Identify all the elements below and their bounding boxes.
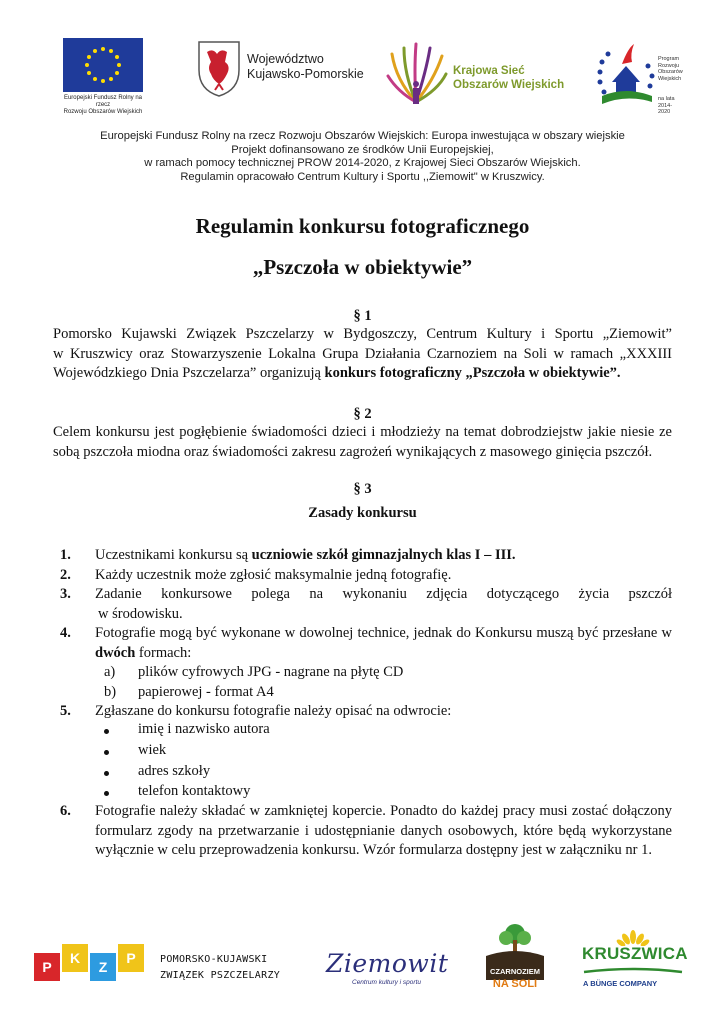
- ksow-plant-icon: [386, 40, 448, 110]
- pkzp-hex: P: [118, 944, 144, 972]
- rule-3-text-cont: w środowisku.: [98, 605, 183, 622]
- pkzp-line2: ZWIĄZEK PSZCZELARZY: [160, 970, 281, 981]
- eu-flag-icon: [63, 38, 143, 92]
- section-3-heading: § 3: [353, 481, 372, 497]
- funding-line2: Projekt dofinansowano ze środków Unii Europejskiej,: [231, 143, 494, 156]
- bullet-text: adres szkoły: [138, 763, 211, 779]
- ksow-line2: Obszarów Wiejskich: [453, 79, 565, 91]
- prow-stars-house-icon: [592, 42, 658, 108]
- rule-4-bold: dwóch: [95, 644, 136, 661]
- prow-line5: na lata 2014-2020: [658, 96, 675, 115]
- rule-5-text: Zgłaszane do konkursu fotografie należy opisać na odwrocie:: [95, 703, 452, 719]
- subitem-text: plików cyfrowych JPG - nagrane na płytę CD: [138, 664, 404, 680]
- subitem-a: [104, 663, 404, 683]
- czarnoziem-line2: NA SOLI: [492, 978, 538, 990]
- eu-logo: [58, 38, 148, 116]
- rule-3-text: Zadanie konkursowe polega na wykonaniu zdjęcia dotyczącego życia pszczół: [95, 586, 672, 602]
- kruszwica-name: KRUSZWICA: [582, 944, 688, 963]
- subitem-b: [104, 683, 274, 703]
- pkzp-hex: P: [34, 953, 60, 981]
- subitem-mark: a): [104, 664, 116, 680]
- prow-line1: Program: [658, 56, 680, 62]
- s1-line1: Pomorsko Kujawski Związek Pszczelarzy w Bydgoszczy, Centrum Kultury i Sportu „Ziemowit”: [53, 326, 672, 342]
- s2-line2: sobą pszczoła miodna oraz świadomości zakresu zagrożeń wynikających z masowego ginięcia pszczół.: [53, 443, 653, 460]
- rule-number: 4.: [60, 625, 71, 641]
- pkzp-hex: Z: [90, 953, 116, 981]
- section-3-subheading: Zasady konkursu: [308, 505, 417, 521]
- s1-line2: w Kruszwicy oraz Stowarzyszenie Lokalna Grupa Działania Czarnoziem na Soli w ramach „XXXIII: [53, 345, 672, 362]
- subitem-mark: b): [104, 684, 117, 700]
- voivodeship-crest-icon: [197, 40, 241, 98]
- czarnoziem-line1: CZARNOZIEM: [490, 967, 540, 976]
- bullet-text: wiek: [138, 742, 167, 758]
- section-1-paragraph: [53, 325, 672, 384]
- eu-caption-line2: Rozwoju Obszarów Wiejskich: [63, 109, 143, 115]
- prow-line3: Obszarów: [658, 69, 683, 75]
- pkzp-logo: [34, 940, 294, 995]
- rule-6-text-cont: formularz zgody na przetwarzanie i udostępnianie danych osobowych, które będą wykorzystane: [95, 822, 672, 839]
- prow-logo: [592, 42, 683, 115]
- funding-line4: Regulamin opracowało Centrum Kultury i Sportu ,,Ziemowit" w Kruszwicy.: [180, 170, 545, 183]
- rule-number: 6.: [60, 803, 71, 819]
- rule-6-text-end: wyłącznie w celu przeprowadzenia konkursu. Wzór formularza dostępny jest w załączniku nr 1.: [95, 842, 652, 858]
- prow-line4: Wiejskich: [658, 75, 682, 82]
- bullet-text: imię i nazwisko autora: [138, 721, 270, 737]
- funding-line3: w ramach pomocy technicznej PROW 2014-2020, z Krajowej Sieci Obszarów Wiejskich.: [144, 157, 581, 169]
- kruszwica-swoosh-icon: [578, 966, 688, 976]
- ksow-line1: Krajowa Sieć: [453, 65, 525, 77]
- rule-1-bold: uczniowie szkół gimnazjalnych klas I – III.: [251, 547, 516, 563]
- kruszwica-logo: [578, 928, 688, 992]
- rule-number: 5.: [60, 703, 71, 719]
- rule-number: 1.: [60, 547, 71, 563]
- bullet-icon: [104, 729, 109, 734]
- kp-line1: Województwo: [247, 52, 324, 66]
- ziemowit-logo: [326, 947, 448, 991]
- document-title: Regulamin konkursu fotograficznego: [195, 214, 530, 238]
- s1-line3-normal: Wojewódzkiego Dnia Pszczelarza” organizują: [53, 365, 321, 381]
- s1-line3-bold: konkurs fotograficzny „Pszczoła w obiektywie”.: [324, 365, 621, 381]
- bullet-icon: [104, 750, 109, 755]
- rule-4-text-cont: formach:: [138, 644, 192, 661]
- ziemowit-wordmark: Ziemowit: [326, 949, 449, 978]
- bullet-icon: [104, 791, 109, 796]
- bullet-text: telefon kontaktowy: [138, 783, 251, 799]
- subitem-text: papierowej - format A4: [138, 684, 274, 700]
- section-1-heading: § 1: [353, 308, 372, 324]
- section-2-paragraph: [53, 423, 672, 462]
- pkzp-line1: POMORSKO-KUJAWSKI: [160, 954, 268, 965]
- document-subtitle: „Pszczoła w obiektywie”: [252, 255, 473, 279]
- kruszwica-company: A BÜNGE COMPANY: [583, 979, 658, 988]
- bullet-icon: [104, 771, 109, 776]
- rule-2-text: Każdy uczestnik może zgłosić maksymalnie jedną fotografię.: [95, 567, 452, 583]
- kujawsko-pomorskie-logo: [197, 40, 367, 100]
- rule-6-text: Fotografie należy składać w zamkniętej kopercie. Ponadto do każdej pracy musi zostać dołączony: [95, 803, 672, 819]
- eu-caption-line1: Europejski Fundusz Rolny na rzecz: [63, 95, 143, 108]
- ziemowit-subtitle: Centrum kultury i sportu: [352, 979, 421, 986]
- rule-number: 3.: [60, 586, 71, 602]
- s1-line3: [53, 364, 672, 384]
- rule-4-text: Fotografie mogą być wykonane w dowolnej technice, jednak do Konkursu muszą być przesłane w: [95, 625, 672, 641]
- rule-1-text: Uczestnikami konkursu są: [95, 547, 249, 563]
- funding-notice: [60, 130, 665, 184]
- prow-line2: Rozwoju: [658, 62, 680, 69]
- s2-line1: Celem konkursu jest pogłębienie świadomości dzieci i młodzieży na temat dobrodziejstw jakie niesie ze: [53, 424, 672, 440]
- kp-line2: Kujawsko-Pomorskie: [247, 67, 364, 81]
- ksow-logo: [386, 40, 576, 110]
- funding-line1: Europejski Fundusz Rolny na rzecz Rozwoju Obszarów Wiejskich: Europa inwestująca w obszary wiejskie: [100, 130, 625, 142]
- pkzp-hex: K: [62, 944, 88, 972]
- rule-number: 2.: [60, 567, 71, 583]
- czarnoziem-logo: [484, 920, 546, 994]
- section-2-heading: § 2: [353, 406, 372, 422]
